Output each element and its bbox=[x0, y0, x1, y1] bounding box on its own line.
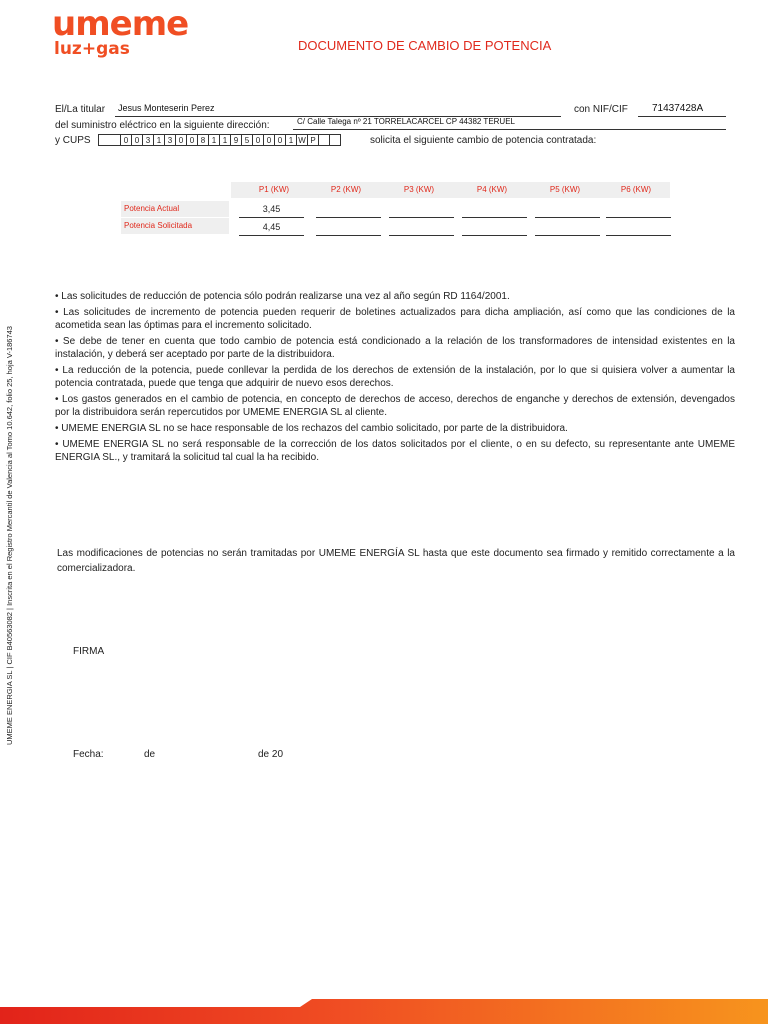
actual-p6[interactable] bbox=[606, 203, 671, 218]
cups-char-box[interactable]: 1 bbox=[208, 134, 219, 146]
cups-char-box[interactable] bbox=[318, 134, 329, 146]
de20-label: de 20 bbox=[258, 749, 284, 760]
umeme-logo bbox=[52, 4, 188, 58]
condition-item: • Las solicitudes de reducción de potencia sólo podrán realizarse una vez al año según RD 1164/2001. bbox=[55, 291, 510, 302]
logo-wordmark: umeme bbox=[52, 4, 189, 44]
cups-char-box[interactable]: 3 bbox=[142, 134, 153, 146]
condition-item: • Se debe de tener en cuenta que todo cambio de potencia está condicionado a la relación de los transformadores de intensidad existentes en la instalación, y deberá ser aceptado por parte de la distribuidora. bbox=[55, 336, 735, 360]
cups-char-box[interactable]: 0 bbox=[263, 134, 274, 146]
conditions-list bbox=[55, 290, 735, 467]
row-label-actual: Potencia Actual bbox=[121, 201, 229, 217]
nif-field[interactable] bbox=[638, 103, 726, 117]
cups-char-box[interactable]: 1 bbox=[153, 134, 164, 146]
cups-char-box[interactable]: 0 bbox=[252, 134, 263, 146]
condition-item: • Los gastos generados en el cambio de potencia, en concepto de derechos de acceso, derechos de enganche y derechos de extensión, devengados por la distribuidora serán repercutidos por UMEME ENERGIA SL al cliente. bbox=[55, 394, 735, 418]
header-p6: P6 (KW) bbox=[620, 185, 652, 194]
cups-char-box[interactable] bbox=[98, 134, 120, 146]
header-p3: P3 (KW) bbox=[403, 185, 435, 194]
condition-item: • UMEME ENERGIA SL no será responsable de la corrección de los datos solicitados por el cliente, o en su defecto, su representante ante UMEME ENERGIA SL., y tramitará la solicitud tal cual la ha recibido. bbox=[55, 439, 735, 463]
fecha-label: Fecha: bbox=[73, 749, 104, 760]
header-p4: P4 (KW) bbox=[476, 185, 508, 194]
condition-item: • UMEME ENERGIA SL no se hace responsable de los rechazos del cambio solicitado, por parte de la distribuidora. bbox=[55, 423, 568, 434]
cups-char-box[interactable]: W bbox=[296, 134, 307, 146]
nif-label: con NIF/CIF bbox=[574, 104, 628, 115]
logo-tagline: luz+gas bbox=[54, 39, 130, 59]
header-p2: P2 (KW) bbox=[330, 185, 362, 194]
header-p1: P1 (KW) bbox=[258, 185, 290, 194]
address-label: del suministro eléctrico en la siguiente dirección: bbox=[55, 120, 270, 131]
solicitada-p6[interactable] bbox=[606, 221, 671, 236]
document-title: DOCUMENTO DE CAMBIO DE POTENCIA bbox=[298, 38, 552, 53]
cups-label: y CUPS bbox=[55, 135, 91, 146]
de-label: de bbox=[144, 749, 156, 760]
cups-char-box[interactable]: 9 bbox=[230, 134, 241, 146]
titular-field[interactable] bbox=[115, 103, 561, 117]
actual-p2[interactable] bbox=[316, 203, 381, 218]
cups-char-box[interactable] bbox=[329, 134, 340, 146]
cups-char-box[interactable]: 0 bbox=[120, 134, 131, 146]
cups-suffix: solicita el siguiente cambio de potencia contratada: bbox=[370, 135, 597, 146]
condition-item: • Las solicitudes de incremento de potencia pueden requerir de boletines actualizados para dicha ampliación, así como que las condiciones de la acometida sean las óptimas para el incremento solicitado. bbox=[55, 307, 735, 331]
legal-sidebar-text: UMEME ENERGIA SL | CIF B40563082 | Inscrita en el Registro Mercantil de Valencia al Tomo 10.642, folio 25, hoja V-186743 bbox=[5, 326, 14, 745]
cups-box-end bbox=[340, 134, 341, 146]
solicitada-p4[interactable] bbox=[462, 221, 527, 236]
cups-char-box[interactable]: 0 bbox=[175, 134, 186, 146]
firma-label: FIRMA bbox=[73, 646, 105, 657]
solicitada-p5[interactable] bbox=[535, 221, 600, 236]
row-label-solicitada: Potencia Solicitada bbox=[121, 218, 229, 234]
cups-char-box[interactable]: 8 bbox=[197, 134, 208, 146]
cups-char-box[interactable]: 5 bbox=[241, 134, 252, 146]
nif-value: 71437428A bbox=[652, 103, 704, 114]
processing-note: Las modificaciones de potencias no serán tramitadas por UMEME ENERGÍA SL hasta que este documento sea firmado y remitido correctamente a la comercializadora. bbox=[57, 548, 735, 574]
address-value: C/ Calle Talega nº 21 TORRELACARCEL CP 44382 TERUEL bbox=[297, 117, 515, 126]
actual-p5[interactable] bbox=[535, 203, 600, 218]
solicitada-p1[interactable]: 4,45 bbox=[239, 221, 304, 236]
cups-char-box[interactable]: P bbox=[307, 134, 318, 146]
cups-char-box[interactable]: 0 bbox=[186, 134, 197, 146]
address-field[interactable] bbox=[293, 117, 726, 130]
titular-value: Jesus Monteserin Perez bbox=[118, 103, 215, 113]
power-table-header bbox=[231, 182, 670, 198]
solicitada-p3[interactable] bbox=[389, 221, 454, 236]
cups-char-box[interactable]: 3 bbox=[164, 134, 175, 146]
header-p5: P5 (KW) bbox=[549, 185, 581, 194]
cups-char-box[interactable]: 0 bbox=[131, 134, 142, 146]
titular-label: El/La titular bbox=[55, 104, 106, 115]
condition-item: • La reducción de la potencia, puede conllevar la perdida de los derechos de extensión de la instalación, por lo que si quisiera volver a aumentar la potencia contratada, puede que tenga que adquirir de nuevo esos derechos. bbox=[55, 365, 735, 389]
actual-p3[interactable] bbox=[389, 203, 454, 218]
actual-p1[interactable]: 3,45 bbox=[239, 203, 304, 218]
cups-char-box[interactable]: 1 bbox=[219, 134, 230, 146]
footer-brand-bar bbox=[0, 999, 768, 1024]
cups-char-box[interactable]: 0 bbox=[274, 134, 285, 146]
cups-char-box[interactable]: 1 bbox=[285, 134, 296, 146]
actual-p4[interactable] bbox=[462, 203, 527, 218]
solicitada-p2[interactable] bbox=[316, 221, 381, 236]
